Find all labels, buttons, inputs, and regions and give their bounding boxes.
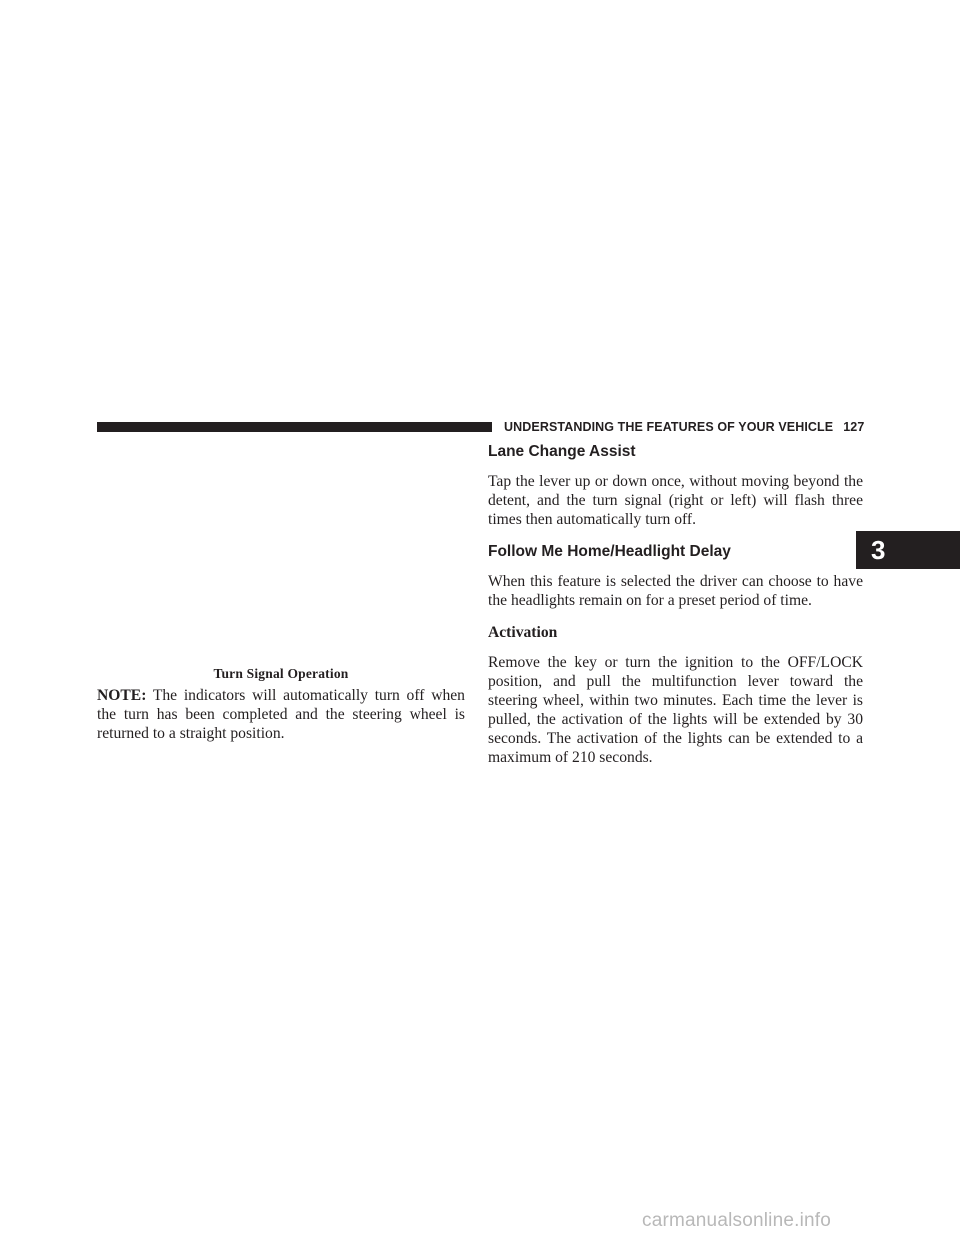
- running-header: [504, 420, 864, 434]
- figure-caption: Turn Signal Operation: [213, 666, 349, 681]
- lane-change-heading: Lane Change Assist: [488, 443, 636, 460]
- follow-me-home-heading: Follow Me Home/Headlight Delay: [488, 543, 731, 560]
- note-paragraph: [97, 686, 465, 743]
- chapter-tab: 3: [856, 531, 960, 569]
- left-column: [97, 686, 465, 743]
- section-title: UNDERSTANDING THE FEATURES OF YOUR VEHICLE: [504, 420, 834, 434]
- activation-heading: Activation: [488, 624, 558, 641]
- note-text: The indicators will automatically turn off when the turn has been completed and the steering wheel is returned to a straight position.: [97, 687, 465, 742]
- watermark: carmanualsonline.info: [642, 1210, 832, 1231]
- right-column: [488, 442, 863, 767]
- activation-body: Remove the key or turn the ignition to the OFF/LOCK position, and pull the multifunction lever toward the steering wheel, within two minutes. Each time the lever is pulled, the activation of the lights will be extended by 30 seconds. The activation of the lights can be extended to a maximum of 210 seconds.: [488, 654, 863, 766]
- page-number: 127: [843, 420, 865, 434]
- note-label: NOTE:: [97, 687, 147, 704]
- follow-me-home-body: When this feature is selected the driver can choose to have the headlights remain on for a preset period of time.: [488, 573, 863, 609]
- header-rule: [97, 422, 492, 432]
- lane-change-body: Tap the lever up or down once, without moving beyond the detent, and the turn signal (right or left) will flash three times then automatically turn off.: [488, 473, 863, 528]
